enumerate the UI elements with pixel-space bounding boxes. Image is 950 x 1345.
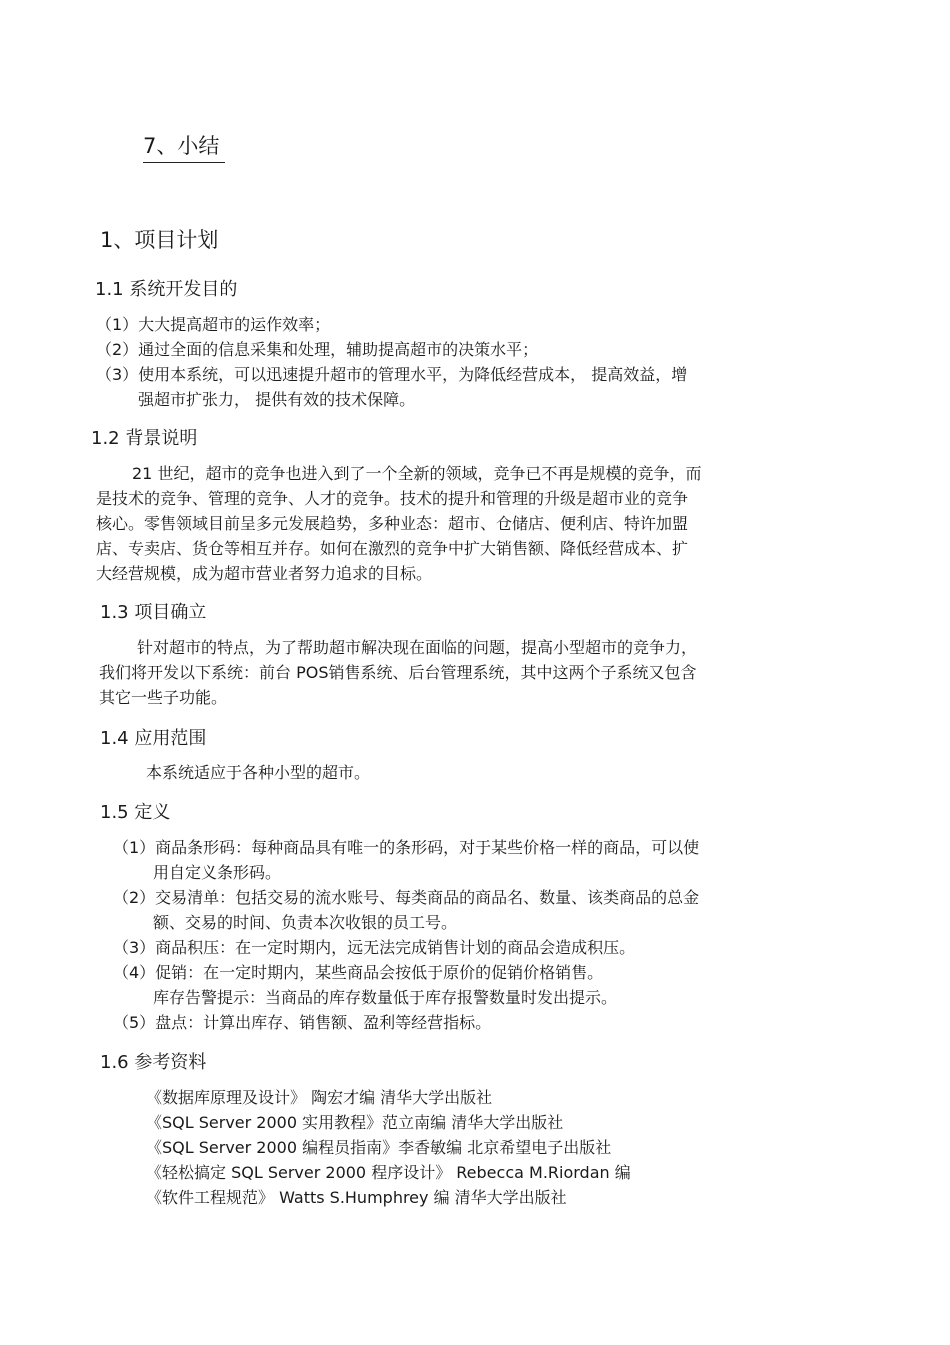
paragraph-line: 大经营规模，成为超市营业者努力追求的目标。 (96, 564, 433, 583)
reference-item: 《软件工程规范》 Watts S.Humphrey 编 清华大学出版社 (146, 1188, 567, 1207)
list-item: 库存告警提示：当商品的库存数量低于库存报警数量时发出提示。 (153, 988, 618, 1007)
project-paragraph (99, 635, 697, 710)
paragraph-line: 店、专卖店、货仓等相互并存。如何在激烈的竞争中扩大销售额、降低经营成本、扩 (96, 539, 689, 558)
reference-item: 《数据库原理及设计》 陶宏才编 清华大学出版社 (146, 1088, 493, 1107)
subsection-heading-1-6: 1.6 参考资料 (100, 1052, 207, 1073)
subsection-heading-1-1: 1.1 系统开发目的 (95, 279, 238, 300)
paragraph-line: 21 世纪，超市的竞争也进入到了一个全新的领域，竞争已不再是规模的竞争，而 (132, 464, 702, 483)
paragraph-line: 是技术的竞争、管理的竞争、人才的竞争。技术的提升和管理的升级是超市业的竞争 (96, 489, 689, 508)
list-item: （2）交易清单：包括交易的流水账号、每类商品的商品名、数量、该类商品的总金 (113, 888, 700, 907)
subsection-heading-1-2: 1.2 背景说明 (91, 428, 198, 449)
definitions-list (113, 835, 699, 1035)
reference-item: 《轻松搞定 SQL Server 2000 程序设计》 Rebecca M.Riordan 编 (146, 1163, 631, 1182)
list-item: （3）使用本系统，可以迅速提升超市的管理水平，为降低经营成本， 提高效益，增 (96, 365, 688, 384)
list-item: （2）通过全面的信息采集和处理，辅助提高超市的决策水平； (96, 340, 539, 359)
list-item: （3）商品积压：在一定时期内，远无法完成销售计划的商品会造成积压。 (113, 938, 636, 957)
subsection-heading-1-5: 1.5 定义 (100, 802, 171, 823)
section-heading: 1、项目计划 (100, 228, 219, 252)
goals-list (96, 312, 687, 412)
subsection-heading-1-3: 1.3 项目确立 (100, 602, 207, 623)
background-paragraph (96, 461, 701, 586)
list-item: （1）商品条形码：每种商品具有唯一的条形码，对于某些价格一样的商品，可以使 (113, 838, 700, 857)
paragraph-line: 其它一些子功能。 (99, 688, 228, 707)
list-item: 强超市扩张力， 提供有效的技术保障。 (138, 390, 416, 409)
list-item: （4）促销：在一定时期内，某些商品会按低于原价的促销价格销售。 (113, 963, 604, 982)
paragraph-line: 本系统适应于各种小型的超市。 (146, 763, 371, 782)
paragraph-line: 针对超市的特点，为了帮助超市解决现在面临的问题，提高小型超市的竞争力， (137, 638, 698, 657)
list-item: （1）大大提高超市的运作效率； (96, 315, 331, 334)
paragraph-line: 核心。零售领域目前呈多元发展趋势，多种业态：超市、仓储店、便利店、特许加盟 (96, 514, 689, 533)
toc-entry-title: 7、小结 (143, 130, 225, 163)
list-item: 额、交易的时间、负责本次收银的员工号。 (153, 913, 458, 932)
reference-item: 《SQL Server 2000 编程员指南》李香敏编 北京希望电子出版社 (146, 1138, 612, 1157)
list-item: 用自定义条形码。 (153, 863, 282, 882)
subsection-heading-1-4: 1.4 应用范围 (100, 728, 207, 749)
scope-paragraph (146, 760, 370, 785)
references-list (146, 1085, 631, 1210)
list-item: （5）盘点：计算出库存、销售额、盈利等经营指标。 (113, 1013, 492, 1032)
paragraph-line: 我们将开发以下系统：前台 POS销售系统、后台管理系统，其中这两个子系统又包含 (99, 663, 697, 682)
reference-item: 《SQL Server 2000 实用教程》范立南编 清华大学出版社 (146, 1113, 564, 1132)
